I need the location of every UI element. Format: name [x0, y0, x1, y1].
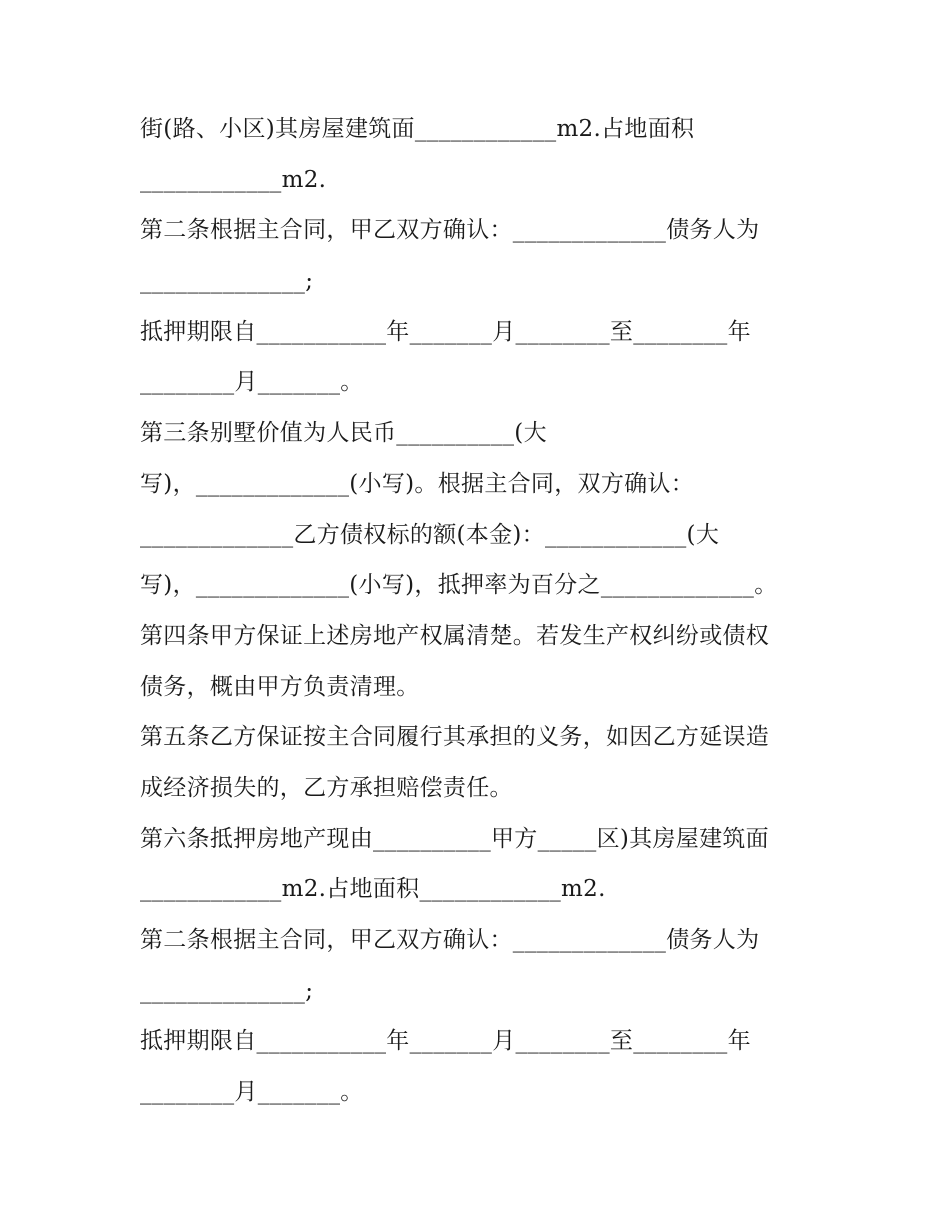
text-line: 第五条乙方保证按主合同履行其承担的义务，如因乙方延误造	[140, 724, 770, 751]
text-line: ____________m2.占地面积____________m2.	[140, 876, 606, 903]
text-line: 第三条别墅价值为人民币__________(大	[140, 420, 547, 447]
text-line: ____________m2.	[140, 166, 327, 193]
text-line: ______________;	[140, 268, 314, 295]
text-line: ______________;	[140, 977, 314, 1004]
text-line: 成经济损失的，乙方承担赔偿责任。	[140, 774, 513, 801]
text-line: 写)，_____________(小写)。根据主合同，双方确认：	[140, 470, 695, 497]
text-line: ________月_______。	[140, 369, 364, 396]
text-line: 第四条甲方保证上述房地产权属清楚。若发生产权纠纷或债权	[140, 622, 770, 649]
text-line: 写)，_____________(小写)，抵押率为百分之_____________。	[140, 572, 778, 599]
text-line: 第二条根据主合同，甲乙双方确认：_____________债务人为	[140, 217, 760, 244]
text-line: 抵押期限自___________年_______月________至________年	[140, 318, 751, 345]
text-line: 第六条抵押房地产现由__________甲方_____区)其房屋建筑面	[140, 825, 769, 852]
text-line: 债务，概由甲方负责清理。	[140, 673, 420, 700]
text-line: 街(路、小区)其房屋建筑面____________m2.占地面积	[140, 116, 695, 142]
text-line: 第二条根据主合同，甲乙双方确认：_____________债务人为	[140, 927, 760, 953]
text-line: ________月_______。	[140, 1079, 364, 1106]
text-line: 抵押期限自___________年_______月________至________年	[140, 1028, 751, 1055]
text-line: _____________乙方债权标的额(本金)：____________(大	[140, 521, 720, 548]
document-body	[140, 104, 840, 1118]
